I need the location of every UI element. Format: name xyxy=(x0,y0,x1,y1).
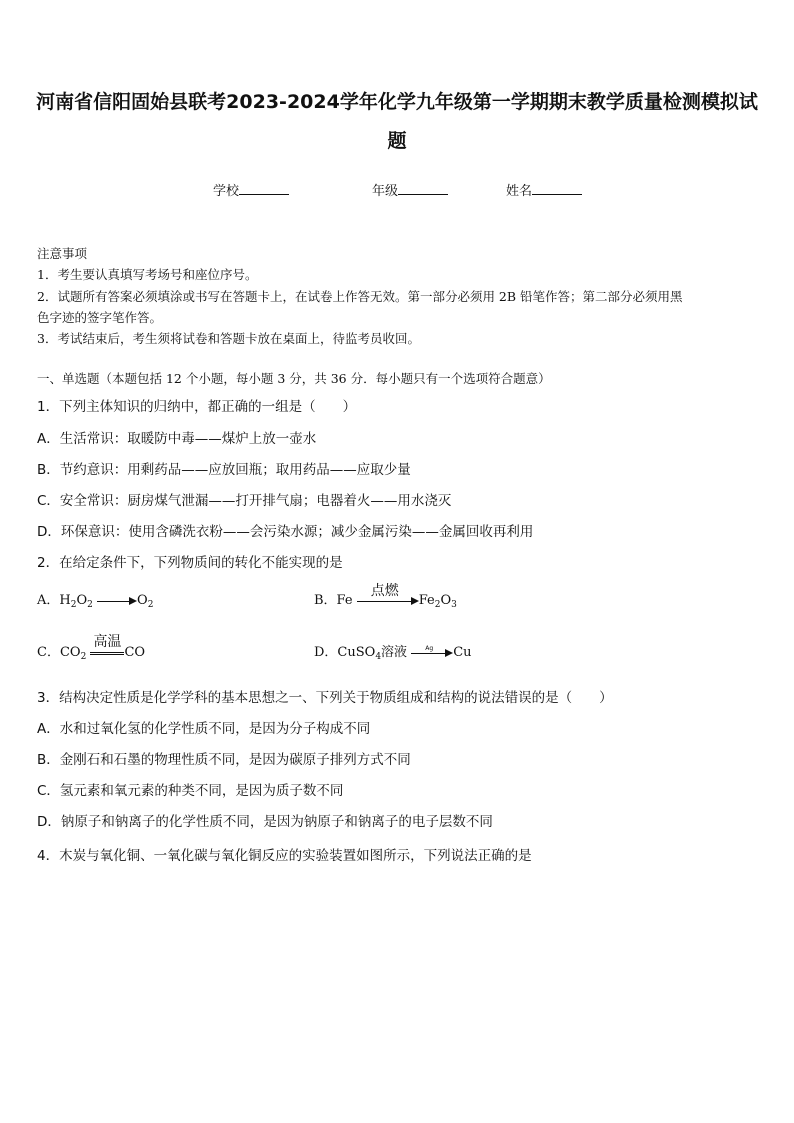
q2-option-b[interactable]: B．Fe 点燃 $Fe_2O_3$ xyxy=(314,589,457,610)
school-blank[interactable] xyxy=(239,182,289,195)
exam-title-line2: 题 xyxy=(387,130,407,152)
reaction-arrow-icon xyxy=(411,644,453,659)
q3-stem: 3．结构决定性质是化学学科的基本思想之一、下列关于物质组成和结构的说法错误的是（ ） xyxy=(37,690,613,706)
notice-item-2: 2．试题所有答案必须填涂或书写在答题卡上，在试卷上作答无效。第一部分必须用 2B 铅笔作答；第二部分必须用黑 xyxy=(37,289,683,304)
q4-stem: 4．木炭与氧化铜、一氧化碳与氧化铜反应的实验装置如图所示，下列说法正确的是 xyxy=(37,848,532,864)
grade-blank[interactable] xyxy=(398,182,448,195)
reaction-condition: 高温 xyxy=(93,634,122,651)
notice-item-2-cont: 色字迹的签字笔作答。 xyxy=(37,310,163,325)
q3-option-d[interactable]: D．钠原子和钠离子的化学性质不同，是因为钠原子和钠离子的电子层数不同 xyxy=(37,814,493,830)
notice-heading: 注意事项 xyxy=(37,246,88,261)
name-field[interactable] xyxy=(506,180,582,199)
reaction-condition: Ag xyxy=(425,644,434,652)
grade-field[interactable] xyxy=(372,180,448,199)
q1-stem: 1．下列主体知识的归纳中，都正确的一组是（ ） xyxy=(37,399,357,415)
reaction-arrow-icon xyxy=(97,595,137,607)
q3-option-a[interactable]: A．水和过氧化氢的化学性质不同，是因为分子构成不同 xyxy=(37,721,371,737)
section-heading: 一、单选题（本题包括 12 个小题，每小题 3 分，共 36 分．每小题只有一个选项符合题意） xyxy=(37,371,551,386)
q1-option-c[interactable]: C．安全常识：厨房煤气泄漏——打开排气扇；电器着火——用水浇灭 xyxy=(37,493,452,509)
name-label: 姓名 xyxy=(506,184,533,199)
name-blank[interactable] xyxy=(532,182,582,195)
q2-option-c[interactable]: C．$CO_2$ 高温 CO xyxy=(37,641,145,662)
q1-option-d[interactable]: D．环保意识：使用含磷洗衣粉——会污染水源；减少金属污染——金属回收再利用 xyxy=(37,524,534,540)
grade-label: 年级 xyxy=(372,184,399,199)
q1-option-b[interactable]: B．节约意识：用剩药品——应放回瓶；取用药品——应取少量 xyxy=(37,462,411,478)
q2-stem: 2．在给定条件下，下列物质间的转化不能实现的是 xyxy=(37,555,343,571)
reaction-arrow-icon xyxy=(357,582,419,607)
notice-item-3: 3．考试结束后，考生须将试卷和答题卡放在桌面上，待监考员收回。 xyxy=(37,331,420,346)
school-label: 学校 xyxy=(213,184,240,199)
q3-option-b[interactable]: B．金刚石和石墨的物理性质不同，是因为碳原子排列方式不同 xyxy=(37,752,411,768)
q2-option-d[interactable]: D．CuSO$_4$溶液 Ag Cu xyxy=(314,644,472,662)
reaction-equals-icon xyxy=(90,634,124,659)
notice-item-1: 1．考生要认真填写考场号和座位序号。 xyxy=(37,267,258,282)
q2-option-a[interactable]: A．$H_2O_2$ $O_2$ xyxy=(37,593,154,610)
q1-option-a[interactable]: A．生活常识：取暖防中毒——煤炉上放一壶水 xyxy=(37,431,317,447)
exam-title-line1: 河南省信阳固始县联考2023-2024学年化学九年级第一学期期末教学质量检测模拟试 xyxy=(36,91,758,113)
q3-option-c[interactable]: C．氢元素和氧元素的种类不同，是因为质子数不同 xyxy=(37,783,344,799)
reaction-condition: 点燃 xyxy=(370,582,399,599)
school-field[interactable] xyxy=(213,180,289,199)
